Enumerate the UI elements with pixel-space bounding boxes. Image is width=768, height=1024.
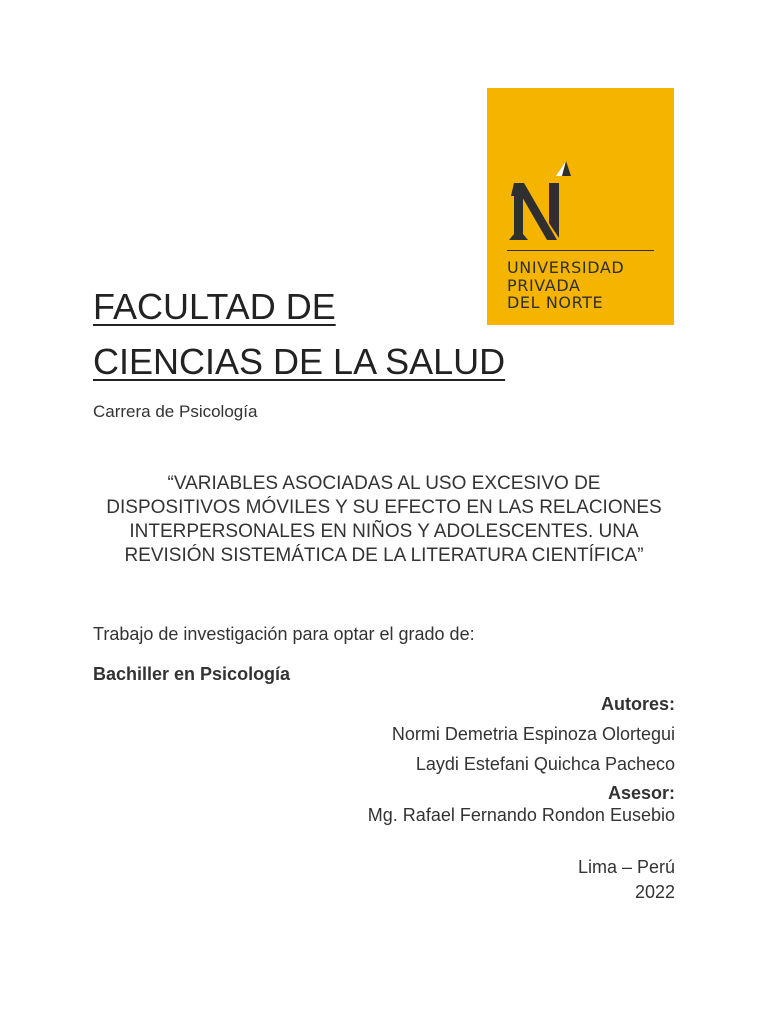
logo-text-line-2: PRIVADA (507, 276, 581, 295)
faculty-title-line-2: CIENCIAS DE LA SALUD (93, 341, 506, 382)
author-name: Normi Demetria Espinoza Olortegui (391, 724, 675, 744)
career-name: Carrera de Psicología (93, 402, 258, 421)
logo-divider (507, 250, 654, 251)
logo-text-line-3: DEL NORTE (507, 293, 604, 312)
faculty-title-line-1: FACULTAD DE (93, 286, 336, 327)
advisor-label: Asesor: (607, 783, 675, 803)
logo-text-line-1: UNIVERSIDAD (507, 258, 625, 277)
thesis-title: “VARIABLES ASOCIADAS AL USO EXCESIVO DE DISPOSITIVOS MÓVILES Y SU EFECTO EN LAS RELACIONES INTERPERSONALES EN NIÑOS Y ADOLESCENTES. UNA REVISIÓN SISTEMÁTICA DE LA LITERATURA CIENTÍFICA” (106, 473, 662, 566)
authors-label: Autores: (600, 694, 675, 714)
advisor-name: Mg. Rafael Fernando Rondon Eusebio (367, 805, 675, 825)
degree-purpose: Trabajo de investigación para optar el grado de: (93, 624, 475, 644)
degree-name: Bachiller en Psicología (93, 664, 291, 684)
place: Lima – Perú (577, 857, 675, 877)
year: 2022 (634, 882, 675, 902)
author-name: Laydi Estefani Quichca Pacheco (415, 754, 675, 774)
